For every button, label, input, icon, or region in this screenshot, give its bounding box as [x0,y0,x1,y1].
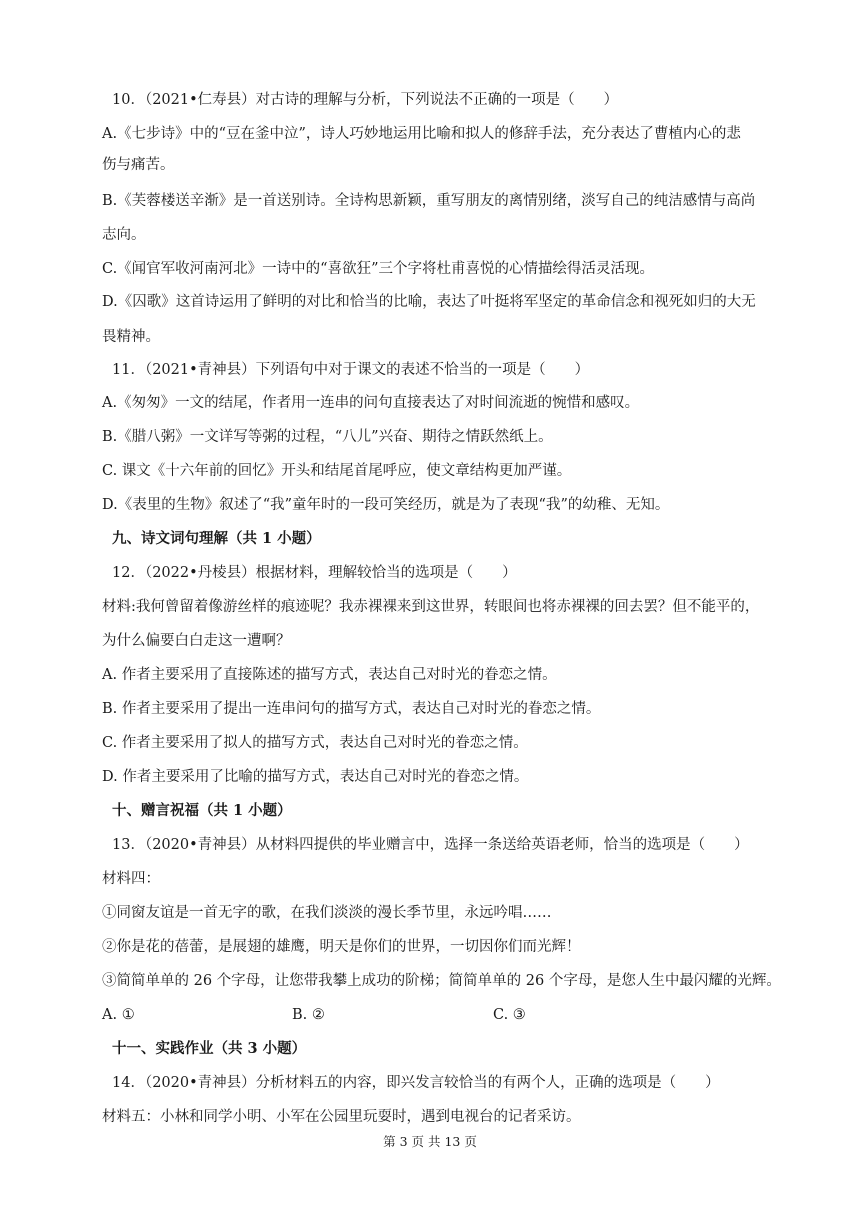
question-11-stem: 11．（2021•青神县）下列语句中对于课文的表述不恰当的一项是（ ） [112,362,590,378]
question-13-material-item-1: ①同窗友谊是一首无字的歌，在我们淡淡的漫长季节里，永远吟唱…… [102,905,552,921]
question-13-material-item-3: ③简简单单的 26 个字母，让您带我攀上成功的阶梯；简简单单的 26 个字母，是您人生中最闪耀的光辉。 [102,973,781,989]
question-13-option-c: C. ③ [493,1007,526,1023]
question-14-material: 材料五：小林和同学小明、小军在公园里玩耍时，遇到电视台的记者采访。 [102,1109,581,1125]
question-13-option-b: B. ② [292,1007,325,1023]
question-10-option-d: D.《囚歌》这首诗运用了鲜明的对比和恰当的比喻，表达了叶挺将军坚定的革命信念和视死如归的大无 [102,294,756,310]
question-10-stem: 10．（2021•仁寿县）对古诗的理解与分析，下列说法不正确的一项是（ ） [112,92,619,108]
question-12-option-a: A. 作者主要采用了直接陈述的描写方式，表达自己对时光的眷恋之情。 [102,667,557,683]
question-13-option-a: A. ① [102,1007,135,1023]
question-13-material-label: 材料四： [102,871,160,887]
question-11-option-d: D.《表里的生物》叙述了“我”童年时的一段可笑经历，就是为了表现“我”的幼稚、无知。 [102,497,670,513]
question-10-option-b: B.《芙蓉楼送辛渐》是一首送别诗。全诗构思新颖，重写朋友的离情别绪，淡写自己的纯洁感情与高尚 [102,193,756,209]
question-11-option-a: A.《匆匆》一文的结尾，作者用一连串的问句直接表达了对时间流逝的惋惜和感叹。 [102,395,640,411]
page-footer: 第 3 页 共 13 页 [383,1134,477,1149]
question-13-options [102,1005,782,1025]
question-10-option-d-cont: 畏精神。 [102,329,160,345]
question-10-option-c: C.《闻官军收河南河北》一诗中的“喜欲狂”三个字将杜甫喜悦的心情描绘得活灵活现。 [102,261,655,277]
question-13-material-item-2: ②你是花的蓓蕾，是展翅的雄鹰，明天是你们的世界，一切因你们而光辉！ [102,939,581,955]
question-12-material-cont: 为什么偏要白白走这一遭啊？ [102,633,291,649]
question-12-option-c: C. 作者主要采用了拟人的描写方式，表达自己对时光的眷恋之情。 [102,735,528,751]
question-10-option-b-cont: 志向。 [102,227,146,243]
question-12-stem: 12．（2022•丹棱县）根据材料，理解较恰当的选项是（ ） [112,565,517,581]
question-12-option-d: D. 作者主要采用了比喻的描写方式，表达自己对时光的眷恋之情。 [102,769,529,785]
section-heading-10: 十、赠言祝福（共 1 小题） [112,802,292,819]
question-10-option-a-cont: 伤与痛苦。 [102,157,175,173]
question-14-stem: 14．（2020•青神县）分析材料五的内容，即兴发言较恰当的有两个人，正确的选项是（ ） [112,1075,720,1091]
section-heading-9: 九、诗文词句理解（共 1 小题） [112,530,321,547]
question-11-option-b: B.《腊八粥》一文详写等粥的过程，“八儿”兴奋、期待之情跃然纸上。 [102,429,553,445]
section-heading-11: 十一、实践作业（共 3 小题） [112,1040,307,1057]
question-12-option-b: B. 作者主要采用了提出一连串问句的描写方式，表达自己对时光的眷恋之情。 [102,701,601,717]
question-13-stem: 13．（2020•青神县）从材料四提供的毕业赠言中，选择一条送给英语老师，恰当的选项是（ ） [112,837,749,853]
question-11-option-c: C. 课文《十六年前的回忆》开头和结尾首尾呼应，使文章结构更加严谨。 [102,463,572,479]
question-12-material: 材料:我何曾留着像游丝样的痕迹呢？我赤裸裸来到这世界，转眼间也将赤裸裸的回去罢？但不能平的， [102,599,760,615]
question-10-option-a: A.《七步诗》中的“豆在釜中泣”，诗人巧妙地运用比喻和拟人的修辞手法，充分表达了曹植内心的悲 [102,126,741,142]
